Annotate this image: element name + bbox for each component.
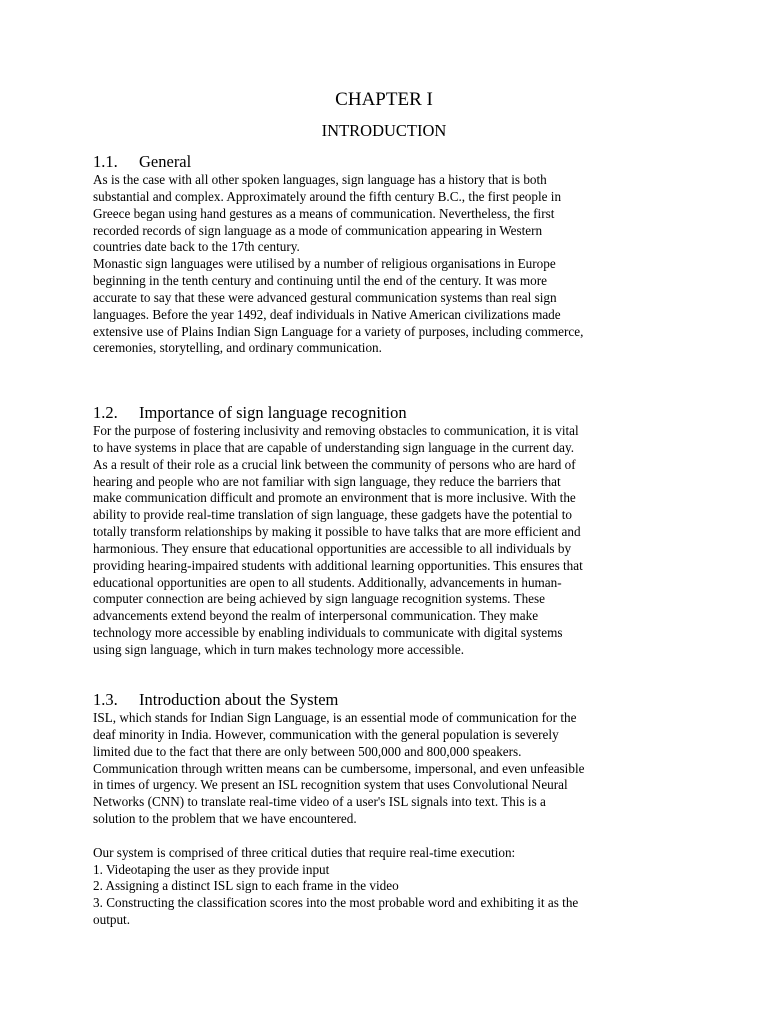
text-line: countries date back to the 17th century. — [93, 239, 300, 255]
text-line: in times of urgency. We present an ISL recognition system that uses Convolutional Neural — [93, 777, 568, 793]
section-number: 1.3. — [93, 690, 118, 709]
text-line: totally transform relationships by making it possible to have talks that are more efficient and — [93, 524, 581, 540]
text-line: For the purpose of fostering inclusivity and removing obstacles to communication, it is vital — [93, 423, 579, 438]
text-line: ISL, which stands for Indian Sign Language, is an essential mode of communication for the — [93, 710, 577, 725]
text-line: recorded records of sign language as a mode of communication appearing in Western — [93, 222, 543, 238]
text-line: As a result of their role as a crucial link between the community of persons who are hard of — [93, 456, 576, 472]
section-number: 1.1. — [93, 152, 118, 171]
section-heading — [93, 152, 683, 172]
text-line: languages. Before the year 1492, deaf individuals in Native American civilizations made — [93, 306, 561, 322]
section-heading — [93, 690, 683, 710]
text-line: Networks (CNN) to translate real-time video of a user's ISL signals into text. This is a — [93, 794, 546, 810]
section-importance — [93, 403, 683, 659]
section-system-intro — [93, 690, 683, 929]
text-line: substantial and complex. Approximately around the fifth century B.C., the first people in — [93, 188, 562, 204]
text-line: output. — [93, 912, 130, 928]
text-line: 3. Constructing the classification scores into the most probable word and exhibiting it as the — [93, 895, 579, 911]
text-line: hearing and people who are not familiar with sign language, they reduce the barriers that — [93, 473, 561, 489]
text-line: solution to the problem that we have encountered. — [93, 811, 357, 827]
section-heading — [93, 403, 683, 423]
text-line: to have systems in place that are capable of understanding sign language in the current day. — [93, 439, 575, 455]
text-line: providing hearing-impaired students with additional learning opportunities. This ensures that — [93, 557, 583, 573]
text-line: 2. Assigning a distinct ISL sign to each frame in the video — [93, 878, 399, 894]
text-line: extensive use of Plains Indian Sign Language for a variety of purposes, including commerce, — [93, 323, 584, 339]
text-line: Our system is comprised of three critical duties that require real-time execution: — [93, 844, 516, 860]
text-line: deaf minority in India. However, communication with the general population is severely — [93, 726, 559, 742]
text-line: ability to provide real-time translation of sign language, these gadgets have the potential to — [93, 507, 573, 523]
text-line: 1. Videotaping the user as they provide input — [93, 861, 330, 877]
section-title: General — [139, 152, 192, 171]
section-body — [93, 423, 683, 659]
text-line: beginning in the tenth century and continuing until the end of the century. It was more — [93, 273, 547, 289]
text-line: computer connection are being achieved by sign language recognition systems. These — [93, 591, 546, 607]
text-line: accurate to say that these were advanced gestural communication systems than real sign — [93, 289, 557, 305]
section-title: Introduction about the System — [139, 690, 339, 709]
text-line: As is the case with all other spoken languages, sign language has a history that is both — [93, 172, 547, 187]
text-line: educational opportunities are open to all students. Additionally, advancements in human- — [93, 574, 562, 590]
section-number: 1.2. — [93, 403, 118, 422]
section-general — [93, 152, 683, 357]
text-line: using sign language, which in turn makes technology more accessible. — [93, 641, 464, 657]
text-line: harmonious. They ensure that educational opportunities are accessible to all individuals by — [93, 540, 572, 556]
text-line: make communication difficult and promote an environment that is more inclusive. With the — [93, 490, 576, 506]
section-body — [93, 172, 683, 357]
section-title: Importance of sign language recognition — [139, 403, 407, 422]
text-line: Communication through written means can be cumbersome, impersonal, and even unfeasible — [93, 760, 585, 776]
section-body — [93, 710, 683, 929]
text-line: Greece began using hand gestures as a means of communication. Nevertheless, the first — [93, 205, 555, 221]
text-line: limited due to the fact that there are only between 500,000 and 800,000 speakers. — [93, 743, 522, 759]
chapter-subtitle: INTRODUCTION — [321, 121, 447, 140]
text-line: ceremonies, storytelling, and ordinary communication. — [93, 340, 382, 356]
text-line: Monastic sign languages were utilised by a number of religious organisations in Europe — [93, 256, 556, 272]
chapter-title: CHAPTER I — [335, 89, 433, 110]
text-line: advancements extend beyond the realm of interpersonal communication. They make — [93, 608, 539, 624]
blank-line — [93, 828, 683, 845]
text-line: technology more accessible by enabling individuals to communicate with digital systems — [93, 625, 563, 641]
